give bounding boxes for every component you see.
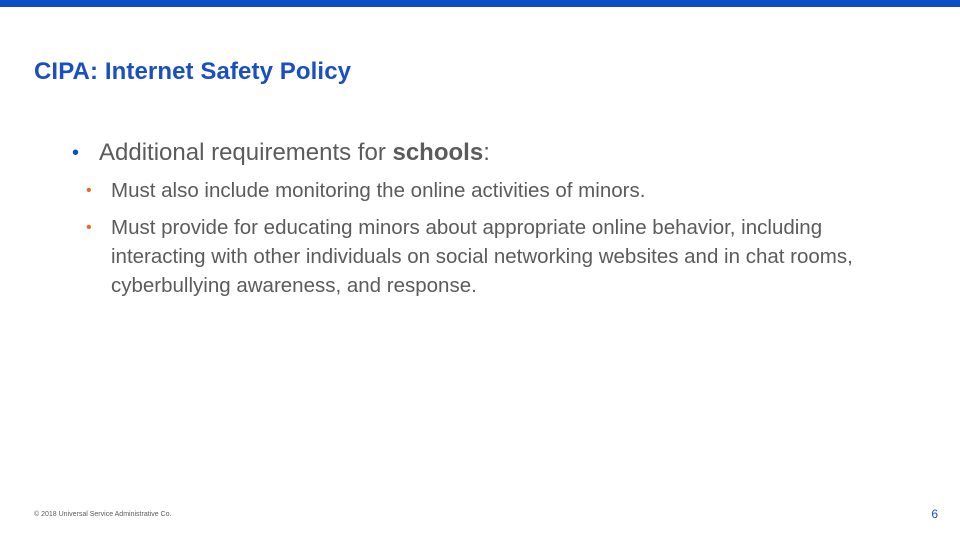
sub-bullet-dot-icon: • [86, 182, 92, 199]
bullet-dot-icon: • [72, 142, 80, 164]
bullet-main-text [99, 138, 490, 168]
slide-title: CIPA: Internet Safety Policy [34, 58, 352, 85]
top-accent-bar [0, 0, 960, 7]
bullet-main-bold: schools [392, 139, 484, 166]
bullet-main-prefix: Additional requirements for [99, 139, 393, 166]
page-number: 6 [931, 507, 938, 521]
sub-bullet-text: Must also include monitoring the online activities of minors. [111, 179, 646, 202]
sub-bullet-dot-icon: • [86, 219, 92, 236]
bullet-main-suffix: : [483, 139, 490, 166]
footer-copyright: © 2018 Universal Service Administrative Co. [34, 511, 172, 518]
sub-bullet-text: Must provide for educating minors about appropriate online behavior, including interacting with other individuals on social networking websites and in chat rooms, cyberbullying awareness, and response. [111, 216, 853, 297]
